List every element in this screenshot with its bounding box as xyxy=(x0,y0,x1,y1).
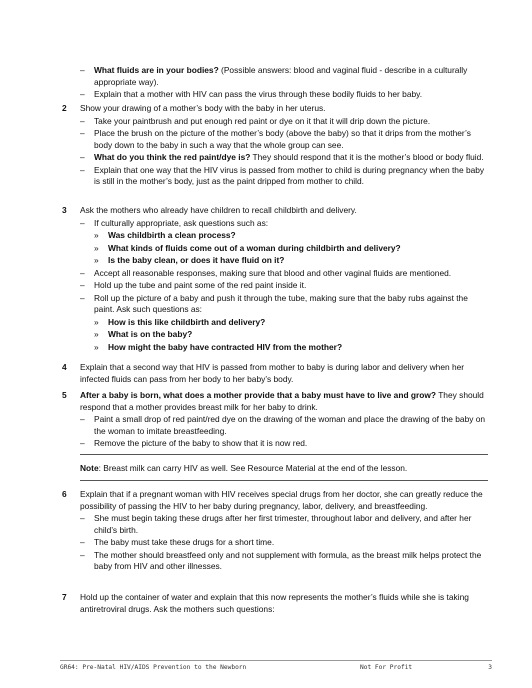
question-item: » How might the baby have contracted HIV from the mother? xyxy=(94,342,490,354)
step-text: Ask the mothers who already have children to recall childbirth and delivery. xyxy=(80,205,357,215)
list-item: – Accept all reasonable responses, making sure that blood and other vaginal fluids are mentioned. xyxy=(80,268,490,280)
list-item: – Place the brush on the picture of the mother’s body (above the baby) so that it drips from the mother’s body down to the baby in such a way that the whole group can see. xyxy=(80,128,490,151)
list-item: – Take your paintbrush and put enough red paint or dye on it that it will drip down the picture. xyxy=(80,116,490,128)
list-item: – Explain that a mother with HIV can pass the virus through these bodily fluids to her baby. xyxy=(80,89,490,101)
document-page: – What fluids are in your bodies? (Possible answers: blood and vaginal fluid - describe in a culturally appropriate way). – Explain that a mother with HIV can pass the virus through these bodily fluids to her baby. 2 Show your drawing of a mother’s body with the baby in her uterus. – Take your paintbrush and put enough red paint or dye on it that it will drip down the picture. – Place the brush on the picture of the mother’s body (above the baby) so that it drips from the mother’s body down to the baby in such a way that the whole group can see. – What do you think the red paint/dye is? They should respond that it is the mother’s blood or body fluid. – Explain that one way that the HIV virus is passed from mother to child is during pregnancy when the baby is still in the mother’s body, just as the paint dripped from mother to child. 3 Ask the mothers who already have children to recall childbirth and delivery. – If culturally appropriate, ask questions such as: » Was childbirth a clean process? » What kinds of fluids come out of a woman during childbirth and delivery? » Is the baby clean, or does it have fluid on it? – Accept all reasonable responses, making sure that blood and other vaginal fluids are mentioned. – Hold up the tube and paint some of the red paint inside it. – Roll up the picture of a baby and push it through the tube, making sure that the baby rubs against the paint. Ask such questions as: » How is this like childbirth and delivery? » What is on the baby? » How might the baby have contracted HIV from the mother? 4 Explain that a second way that HIV is passed from mother to baby is during labor and delivery when her infected fluids can pass from her body to her baby’s body. 5 After a baby is born, what does a mother provide that a baby must have to live and grow? They should respond that a mother provides breast milk for her baby to drink. – Paint a small drop of red paint/red dye on the drawing of the woman and place the drawing of the baby on the woman to imitate breastfeeding. – Remove the picture of the baby to show that it is now red. Note: Breast milk can carry HIV as well. See Resource Material at the end of the lesson. 6 Explain that if a pregnant woman with HIV receives special drugs from her doctor, she can greatly reduce the possibility of passing the HIV to her baby during pregnancy, labor, delivery, and breastfeeding. – She must begin taking these drugs after her first trimester, throughout labor and delivery, and after her child’s birth. – The baby must take these drugs for a short time. – The mother should breastfeed only and not supplement with formula, as the breast milk helps protect the baby from HIV and other illnesses. 7 Hold up the container of water and explain that this now represents the mother’s fluids while she is taking antiretroviral drugs. Ask the mothers such questions: GR64: Pre-Natal HIV/AIDS Prevention to the Newborn Not For Profit 3 xyxy=(0,0,532,688)
note-rule-top xyxy=(80,454,488,455)
list-item: – What fluids are in your bodies? (Possible answers: blood and vaginal fluid - describe in a culturally appropriate way). xyxy=(80,65,490,88)
list-item: – Paint a small drop of red paint/red dye on the drawing of the woman and place the drawing of the baby on the woman to imitate breastfeeding. xyxy=(80,414,490,437)
step-number: 7 xyxy=(62,592,67,602)
footer-notice: Not For Profit xyxy=(360,664,413,671)
step-number: 4 xyxy=(62,362,67,372)
step-number: 5 xyxy=(62,390,67,400)
step-number: 3 xyxy=(62,205,67,215)
note-rule-bottom xyxy=(80,480,488,481)
step-text: Explain that if a pregnant woman with HIV receives special drugs from her doctor, she can greatly reduce the possibility of passing the HIV to her baby during pregnancy, labor, delivery, and breastfeeding. xyxy=(80,489,483,511)
question-item: » How is this like childbirth and delivery? xyxy=(94,317,490,329)
list-item: – The baby must take these drugs for a short time. xyxy=(80,537,490,549)
question-item: » What kinds of fluids come out of a woman during childbirth and delivery? xyxy=(94,243,490,255)
list-item: – She must begin taking these drugs after her first trimester, throughout labor and delivery, and after her child’s birth. xyxy=(80,513,490,536)
list-item: – If culturally appropriate, ask questions such as: xyxy=(80,218,490,230)
footer-title: GR64: Pre-Natal HIV/AIDS Prevention to the Newborn xyxy=(60,664,247,671)
question-item: » Is the baby clean, or does it have fluid on it? xyxy=(94,255,490,267)
page-footer xyxy=(60,660,492,671)
step-number: 6 xyxy=(62,489,67,499)
list-item: – Explain that one way that the HIV virus is passed from mother to child is during pregnancy when the baby is still in the mother’s body, just as the paint dripped from mother to child. xyxy=(80,165,490,188)
page-number: 3 xyxy=(488,664,492,671)
step-text: After a baby is born, what does a mother provide that a baby must have to live and grow? They should respond that a mother provides breast milk for her baby to drink. xyxy=(80,390,484,412)
list-item: – What do you think the red paint/dye is? They should respond that it is the mother’s blood or body fluid. xyxy=(80,152,490,164)
list-item: – The mother should breastfeed only and not supplement with formula, as the breast milk helps protect the baby from HIV and other illnesses. xyxy=(80,550,490,573)
step-text: Hold up the container of water and explain that this now represents the mother’s fluids while she is taking antiretroviral drugs. Ask the mothers such questions: xyxy=(80,592,469,614)
list-item: – Remove the picture of the baby to show that it is now red. xyxy=(80,438,490,450)
step-number: 2 xyxy=(62,103,67,113)
question-item: » Was childbirth a clean process? xyxy=(94,230,490,242)
step-text: Show your drawing of a mother’s body with the baby in her uterus. xyxy=(80,103,326,113)
step-text: Explain that a second way that HIV is passed from mother to baby is during labor and delivery when her infected fluids can pass from her body to her baby’s body. xyxy=(80,362,465,384)
list-item: – Hold up the tube and paint some of the red paint inside it. xyxy=(80,280,490,292)
question-item: » What is on the baby? xyxy=(94,329,490,341)
list-item: – Roll up the picture of a baby and push it through the tube, making sure that the baby rubs against the paint. Ask such questions as: xyxy=(80,293,490,316)
